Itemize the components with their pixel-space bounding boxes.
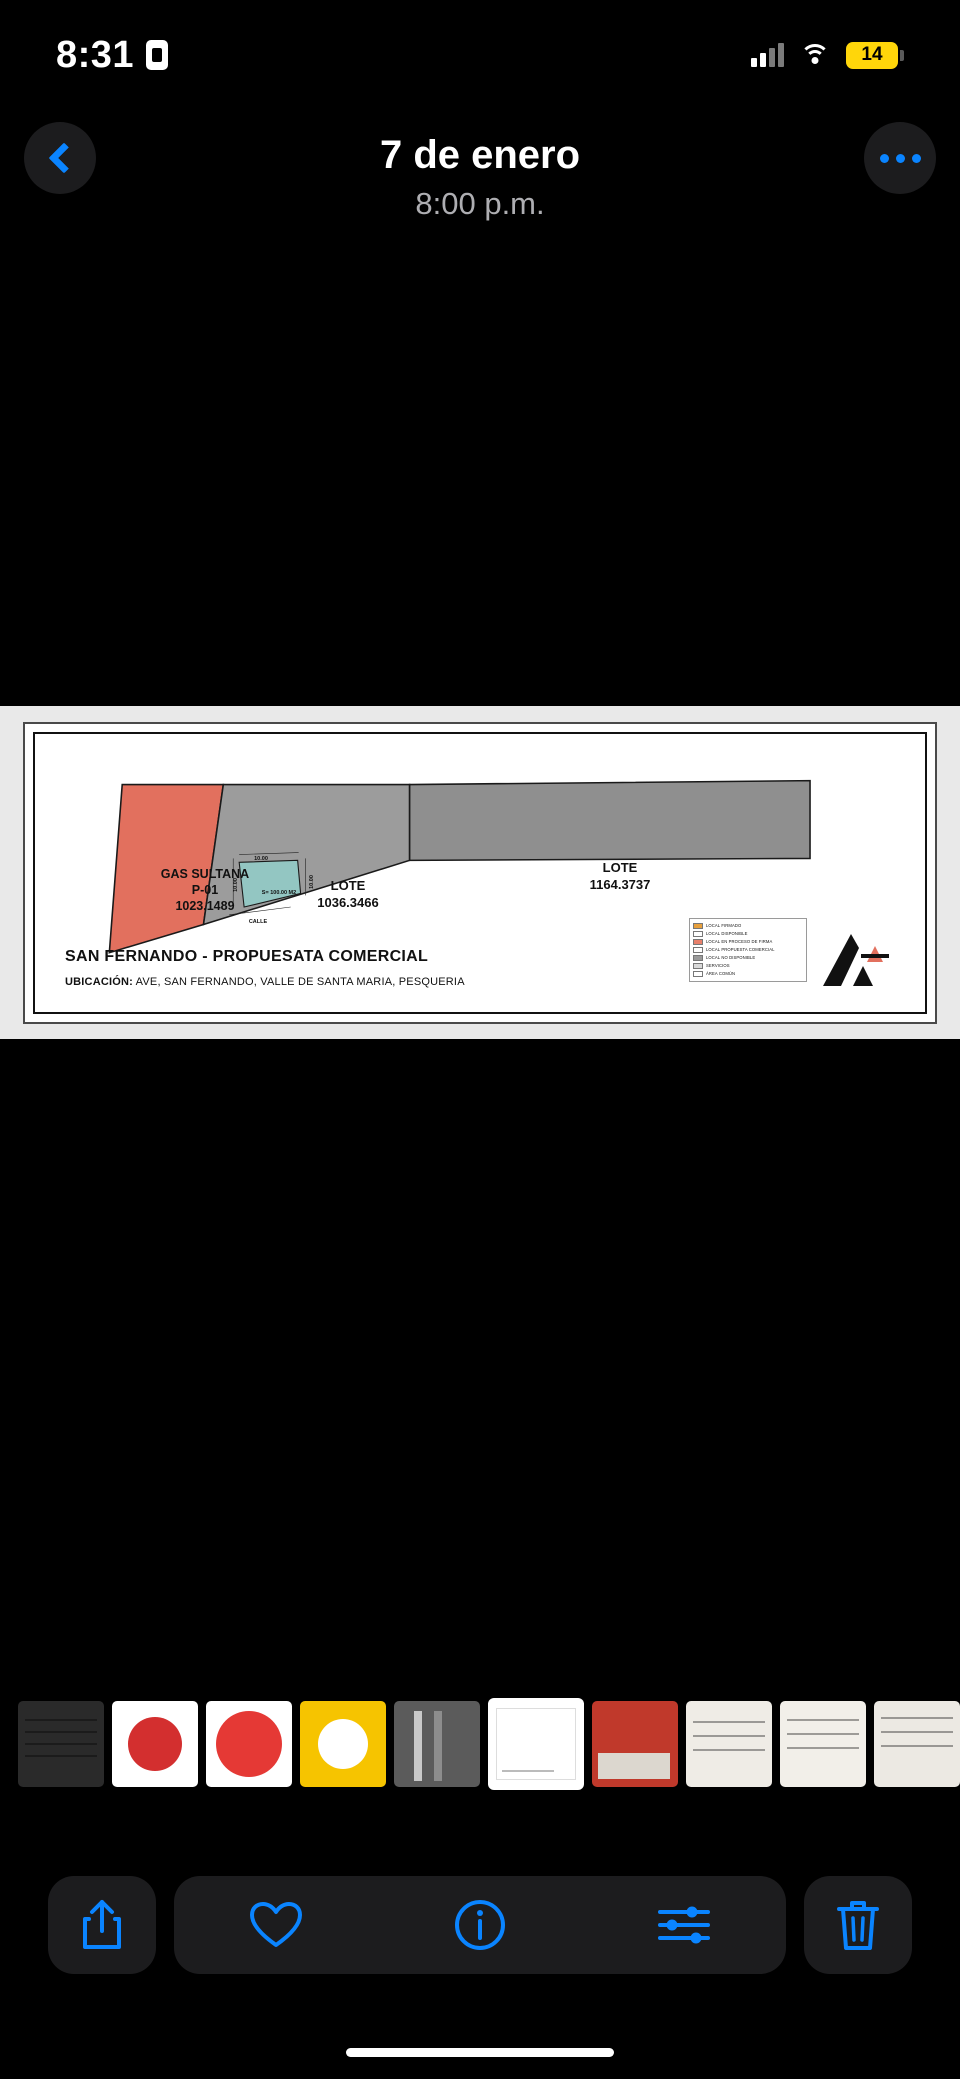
status-time-group (56, 34, 168, 77)
parcel-area: 1023.1489 (175, 898, 235, 913)
favorite-button[interactable] (228, 1876, 324, 1974)
info-button[interactable] (432, 1876, 528, 1974)
home-indicator[interactable] (346, 2048, 614, 2057)
legend-label: LOCAL DISPONIBLE (706, 931, 748, 936)
thumb-el-compadre-1[interactable] (112, 1701, 198, 1787)
parcel-label-lote-2 (555, 859, 685, 893)
legend-swatch (693, 931, 703, 937)
thumb-photo-red-table[interactable] (592, 1701, 678, 1787)
battery-icon (846, 42, 904, 69)
parcel-name: LOTE (602, 859, 638, 875)
navigation-header (0, 110, 960, 220)
parcel-name: GAS SULTANA (160, 866, 250, 881)
photo-toolbar (0, 1870, 960, 1980)
plan-border (33, 732, 927, 1014)
legend-swatch (693, 971, 703, 977)
parcel-name: LOTE (330, 877, 366, 893)
status-indicators (751, 42, 904, 69)
legend-item (693, 946, 803, 954)
parcel-sub: P-01 (191, 882, 219, 897)
more-options-icon (880, 154, 921, 163)
chevron-left-icon (48, 142, 79, 173)
filmstrip[interactable] (0, 1698, 960, 1790)
legend-item (693, 938, 803, 946)
legend-item (693, 930, 803, 938)
thumb-document-white[interactable] (488, 1698, 584, 1790)
page-title: 7 de enero (379, 133, 581, 177)
thumb-photo-interior[interactable] (394, 1701, 480, 1787)
photo-canvas[interactable] (0, 706, 960, 1039)
street-label: CALLE (248, 918, 268, 925)
thumb-handwritten-3[interactable] (874, 1701, 960, 1787)
trash-icon (836, 1898, 880, 1952)
legend-item (693, 922, 803, 930)
legend-label: SERVICIOS (706, 963, 730, 968)
legend-label: LOCAL PROPUESTA COMERCIAL (706, 947, 775, 952)
legend-item (693, 970, 803, 978)
legend-label: LOCAL NO DISPONIBLE (706, 955, 756, 960)
dimension-top: 10.00 (254, 855, 268, 862)
back-button[interactable] (24, 122, 96, 194)
highlight-area-label: S= 100.00 M2 (261, 889, 297, 896)
status-time: 8:31 (56, 33, 135, 76)
heart-icon (250, 1901, 302, 1949)
legend-item (693, 962, 803, 970)
share-button[interactable] (48, 1876, 156, 1974)
thumb-notes-dark[interactable] (18, 1701, 104, 1787)
legend-item (693, 954, 803, 962)
status-bar (0, 0, 960, 110)
legend-swatch (693, 923, 703, 929)
thumb-handwritten-1[interactable] (686, 1701, 772, 1787)
info-icon (454, 1899, 506, 1951)
page-subtitle: 8:00 p.m. (415, 186, 545, 221)
architect-a-logo (817, 928, 897, 990)
parcel-area: 1036.3466 (317, 894, 379, 910)
plan-title: SAN FERNANDO - PROPUESATA COMERCIAL (65, 947, 429, 965)
parcel-area: 1164.3737 (589, 876, 651, 892)
legend-swatch (693, 939, 703, 945)
dimension-left: 10.00 (233, 877, 239, 892)
battery-level: 14 (846, 42, 898, 69)
delete-button[interactable] (804, 1876, 912, 1974)
share-icon (79, 1898, 125, 1952)
edit-button[interactable] (636, 1876, 732, 1974)
plan-location-value: AVE, SAN FERNANDO, VALLE DE SANTA MARIA, PESQUERIA (133, 975, 465, 988)
adjust-sliders-icon (656, 1902, 712, 1948)
thumb-el-compadre-2[interactable] (206, 1701, 292, 1787)
legend-swatch (693, 963, 703, 969)
thumb-el-compadre-3[interactable] (300, 1701, 386, 1787)
plan-legend (689, 918, 807, 982)
cellular-signal-icon (751, 43, 784, 67)
more-options-button[interactable] (864, 122, 936, 194)
legend-label: LOCAL EN PROCESO DE FIRMA (706, 939, 773, 944)
wifi-icon (800, 44, 830, 66)
site-plan-image[interactable] (23, 722, 937, 1024)
thumb-handwritten-2[interactable] (780, 1701, 866, 1787)
dimension-right: 10.00 (309, 874, 315, 889)
plan-location (65, 976, 465, 988)
legend-swatch (693, 947, 703, 953)
plan-location-label: UBICACIÓN: (65, 975, 133, 988)
legend-label: ÁREA COMÚN (706, 971, 736, 976)
toolbar-center-group (174, 1876, 786, 1974)
legend-label: LOCAL FIRMADO (706, 923, 742, 928)
legend-swatch (693, 955, 703, 961)
screen-record-icon (146, 40, 168, 70)
